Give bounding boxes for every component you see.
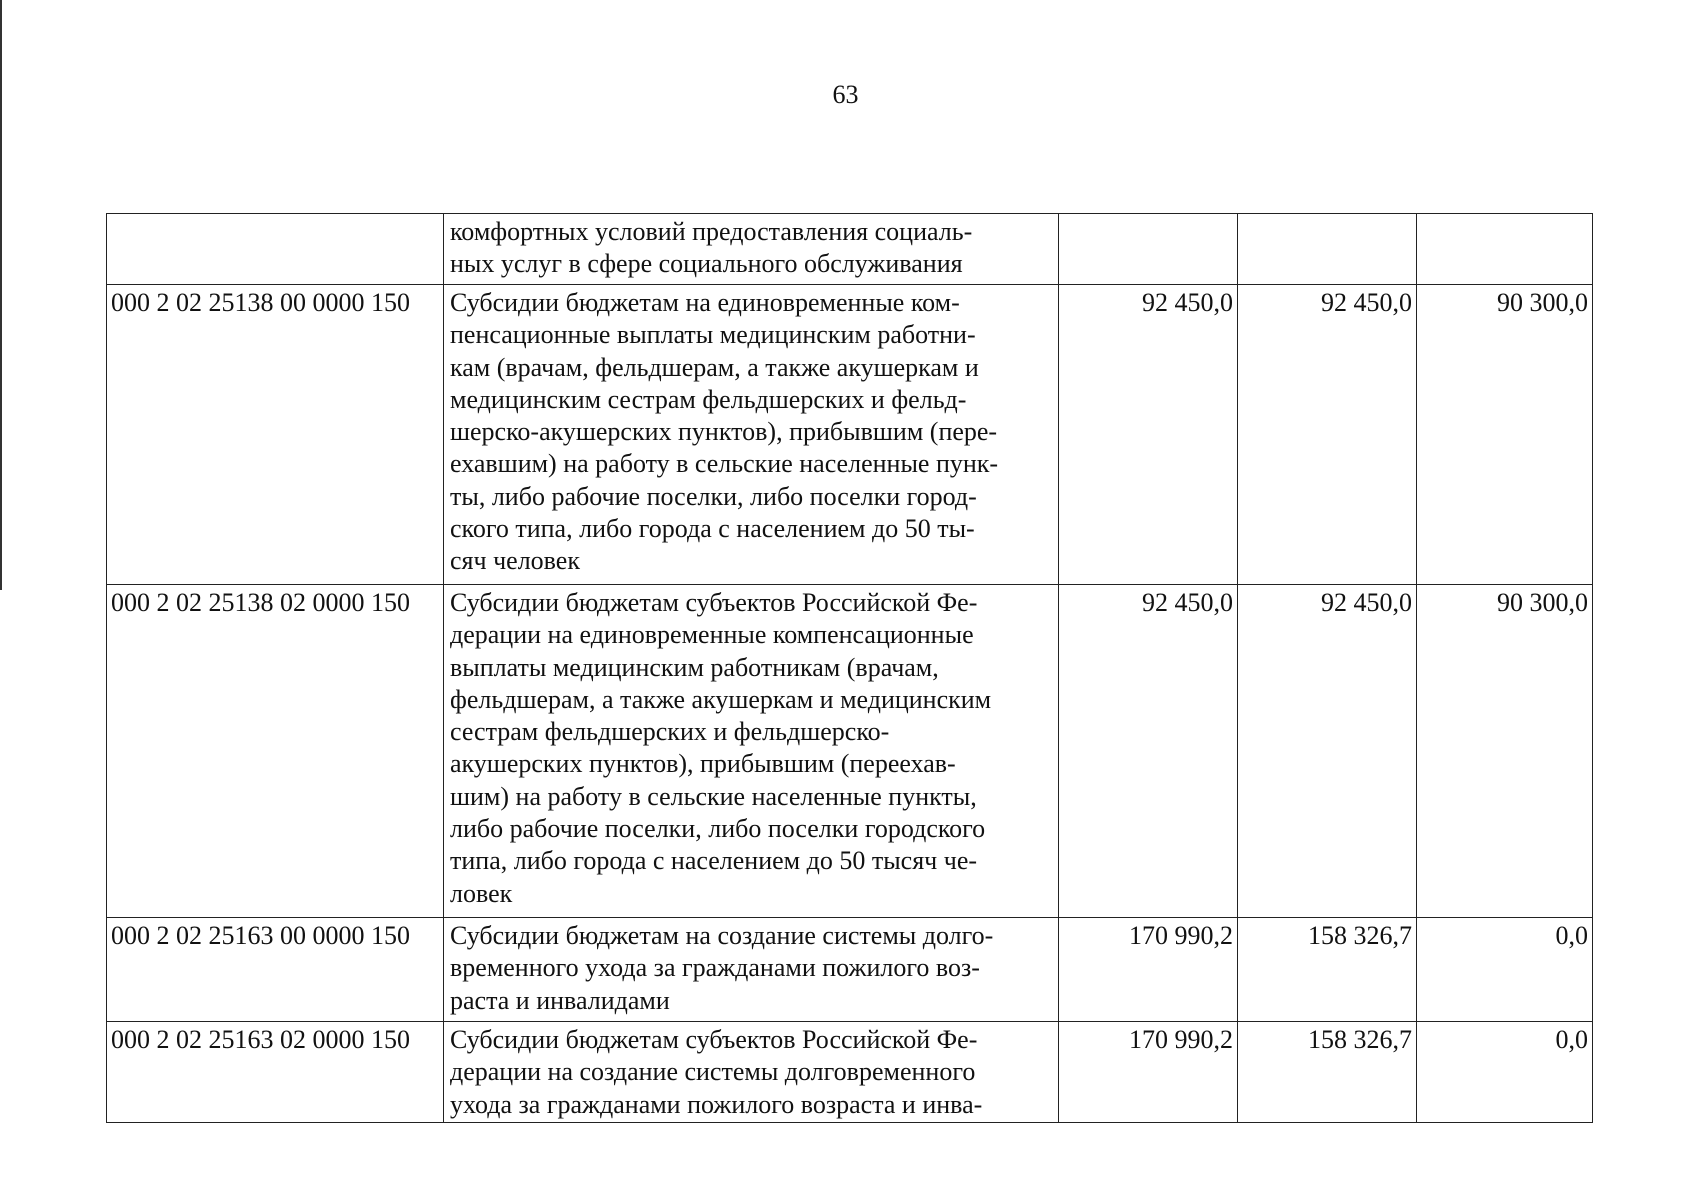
amount-cell-3: 90 300,0: [1417, 285, 1593, 585]
description-line: Субсидии бюджетам на создание системы долго-: [450, 921, 994, 950]
description-line: раста и инвалидами: [450, 985, 670, 1015]
description-line: дерации на единовременные компенсационные: [450, 620, 974, 650]
amount-cell-1: 92 450,0: [1059, 285, 1238, 585]
table-row: [107, 214, 1593, 285]
description-line: акушерских пунктов), прибывшим (переехав-: [450, 749, 956, 779]
description-line: ехавшим) на работу в сельские населенные пунк-: [450, 449, 999, 479]
amount-cell-2: 92 450,0: [1238, 585, 1417, 918]
description-line: кам (врачам, фельдшерам, а также акушеркам и: [450, 352, 979, 382]
description-line: дерации на создание системы долговременного: [450, 1057, 976, 1087]
budget-table-body: [107, 214, 1593, 1123]
description-line: Субсидии бюджетам субъектов Российской Фе-: [450, 1025, 978, 1054]
description-line: ухода за гражданами пожилого возраста и инва-: [450, 1089, 983, 1119]
table-row: [107, 918, 1593, 1022]
description-line: сяч человек: [450, 546, 580, 576]
budget-code-cell: [107, 214, 444, 285]
amount-cell-1: 170 990,2: [1059, 918, 1238, 1022]
description-line: временного ухода за гражданами пожилого воз-: [450, 953, 980, 983]
description-line: ловек: [450, 878, 513, 908]
description-line: шерско-акушерских пунктов), прибывшим (пере-: [450, 417, 998, 447]
description-cell: [444, 1022, 1059, 1123]
budget-table: [106, 213, 1593, 1123]
table-row: [107, 1022, 1593, 1123]
budget-code-cell: 000 2 02 25138 02 0000 150: [107, 585, 444, 918]
description-line: шим) на работу в сельские населенные пункты,: [450, 781, 977, 811]
amount-cell-3: 0,0: [1417, 918, 1593, 1022]
table-row: [107, 585, 1593, 918]
amount-cell-2: 92 450,0: [1238, 285, 1417, 585]
amount-cell-2: 158 326,7: [1238, 1022, 1417, 1123]
description-line: Субсидии бюджетам на единовременные ком-: [450, 288, 960, 317]
description-line: ных услуг в сфере социального обслуживания: [450, 249, 963, 279]
description-cell: [444, 585, 1059, 918]
description-line: ты, либо рабочие поселки, либо поселки город-: [450, 481, 977, 511]
description-line: комфортных условий предоставления социаль-: [450, 217, 973, 246]
description-line: выплаты медицинским работникам (врачам,: [450, 652, 939, 682]
description-cell: [444, 285, 1059, 585]
description-line: Субсидии бюджетам субъектов Российской Фе-: [450, 588, 978, 617]
description-line: фельдшерам, а также акушеркам и медицинским: [450, 684, 992, 714]
budget-code-cell: 000 2 02 25138 00 0000 150: [107, 285, 444, 585]
page-number: 63: [832, 80, 859, 109]
amount-cell-3: [1417, 214, 1593, 285]
budget-code-cell: 000 2 02 25163 02 0000 150: [107, 1022, 444, 1123]
amount-cell-1: 170 990,2: [1059, 1022, 1238, 1123]
description-line: либо рабочие поселки, либо поселки городского: [450, 814, 986, 844]
amount-cell-3: 90 300,0: [1417, 585, 1593, 918]
description-cell: [444, 214, 1059, 285]
amount-cell-1: 92 450,0: [1059, 585, 1238, 918]
description-line: пенсационные выплаты медицинским работни-: [450, 320, 976, 350]
table-row: [107, 285, 1593, 585]
description-line: медицинским сестрам фельдшерских и фельд-: [450, 384, 967, 414]
description-line: сестрам фельдшерских и фельдшерско-: [450, 717, 890, 747]
description-line: типа, либо города с населением до 50 тысяч че-: [450, 846, 978, 876]
amount-cell-1: [1059, 214, 1238, 285]
budget-code-cell: 000 2 02 25163 00 0000 150: [107, 918, 444, 1022]
description-cell: [444, 918, 1059, 1022]
description-line: ского типа, либо города с населением до 50 ты-: [450, 514, 975, 544]
amount-cell-3: 0,0: [1417, 1022, 1593, 1123]
amount-cell-2: [1238, 214, 1417, 285]
amount-cell-2: 158 326,7: [1238, 918, 1417, 1022]
